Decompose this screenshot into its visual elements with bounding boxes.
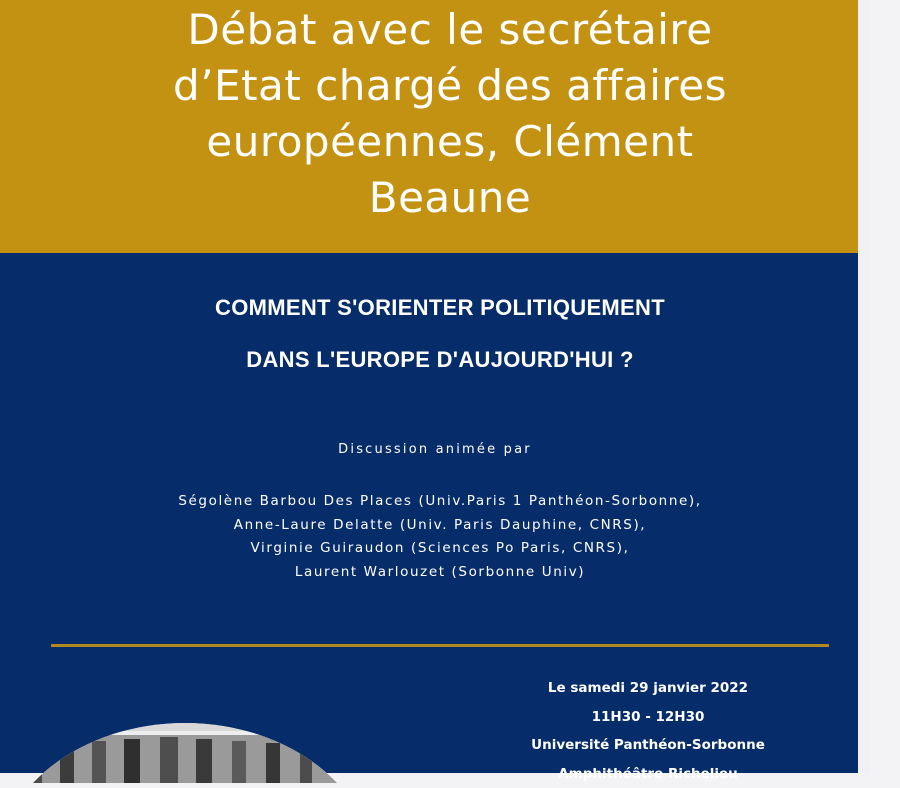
title-line-1: Débat avec le secrétaire — [0, 2, 900, 58]
page-margin — [858, 0, 870, 773]
poster-body — [0, 253, 858, 773]
moderator-item: Virginie Guiraudon (Sciences Po Paris, CNRS), — [0, 537, 880, 561]
subtitle-line-1: COMMENT S'ORIENTER POLITIQUEMENT — [0, 295, 880, 321]
moderator-item: Laurent Warlouzet (Sorbonne Univ) — [0, 561, 880, 585]
title-line-4: Beaune — [0, 170, 900, 226]
moderators-list — [0, 490, 880, 584]
event-title — [0, 2, 900, 226]
event-room: Amphithéâtre Richelieu — [500, 760, 796, 788]
moderation-label: Discussion animée par — [0, 442, 870, 457]
event-time: 11H30 - 12H30 — [500, 703, 796, 732]
title-line-2: d’Etat chargé des affaires — [0, 58, 900, 114]
moderator-item: Anne-Laure Delatte (Univ. Paris Dauphine, CNRS), — [0, 514, 880, 538]
title-line-3: européennes, Clément — [0, 114, 900, 170]
building-photo — [0, 723, 370, 783]
event-date: Le samedi 29 janvier 2022 — [500, 674, 796, 703]
event-venue: Université Panthéon-Sorbonne — [500, 731, 796, 760]
subtitle-line-2: DANS L'EUROPE D'AUJOURD'HUI ? — [0, 347, 880, 373]
gold-divider — [51, 644, 829, 647]
event-details — [500, 674, 796, 788]
moderator-item: Ségolène Barbou Des Places (Univ.Paris 1 Panthéon-Sorbonne), — [0, 490, 880, 514]
poster-header — [0, 0, 858, 253]
